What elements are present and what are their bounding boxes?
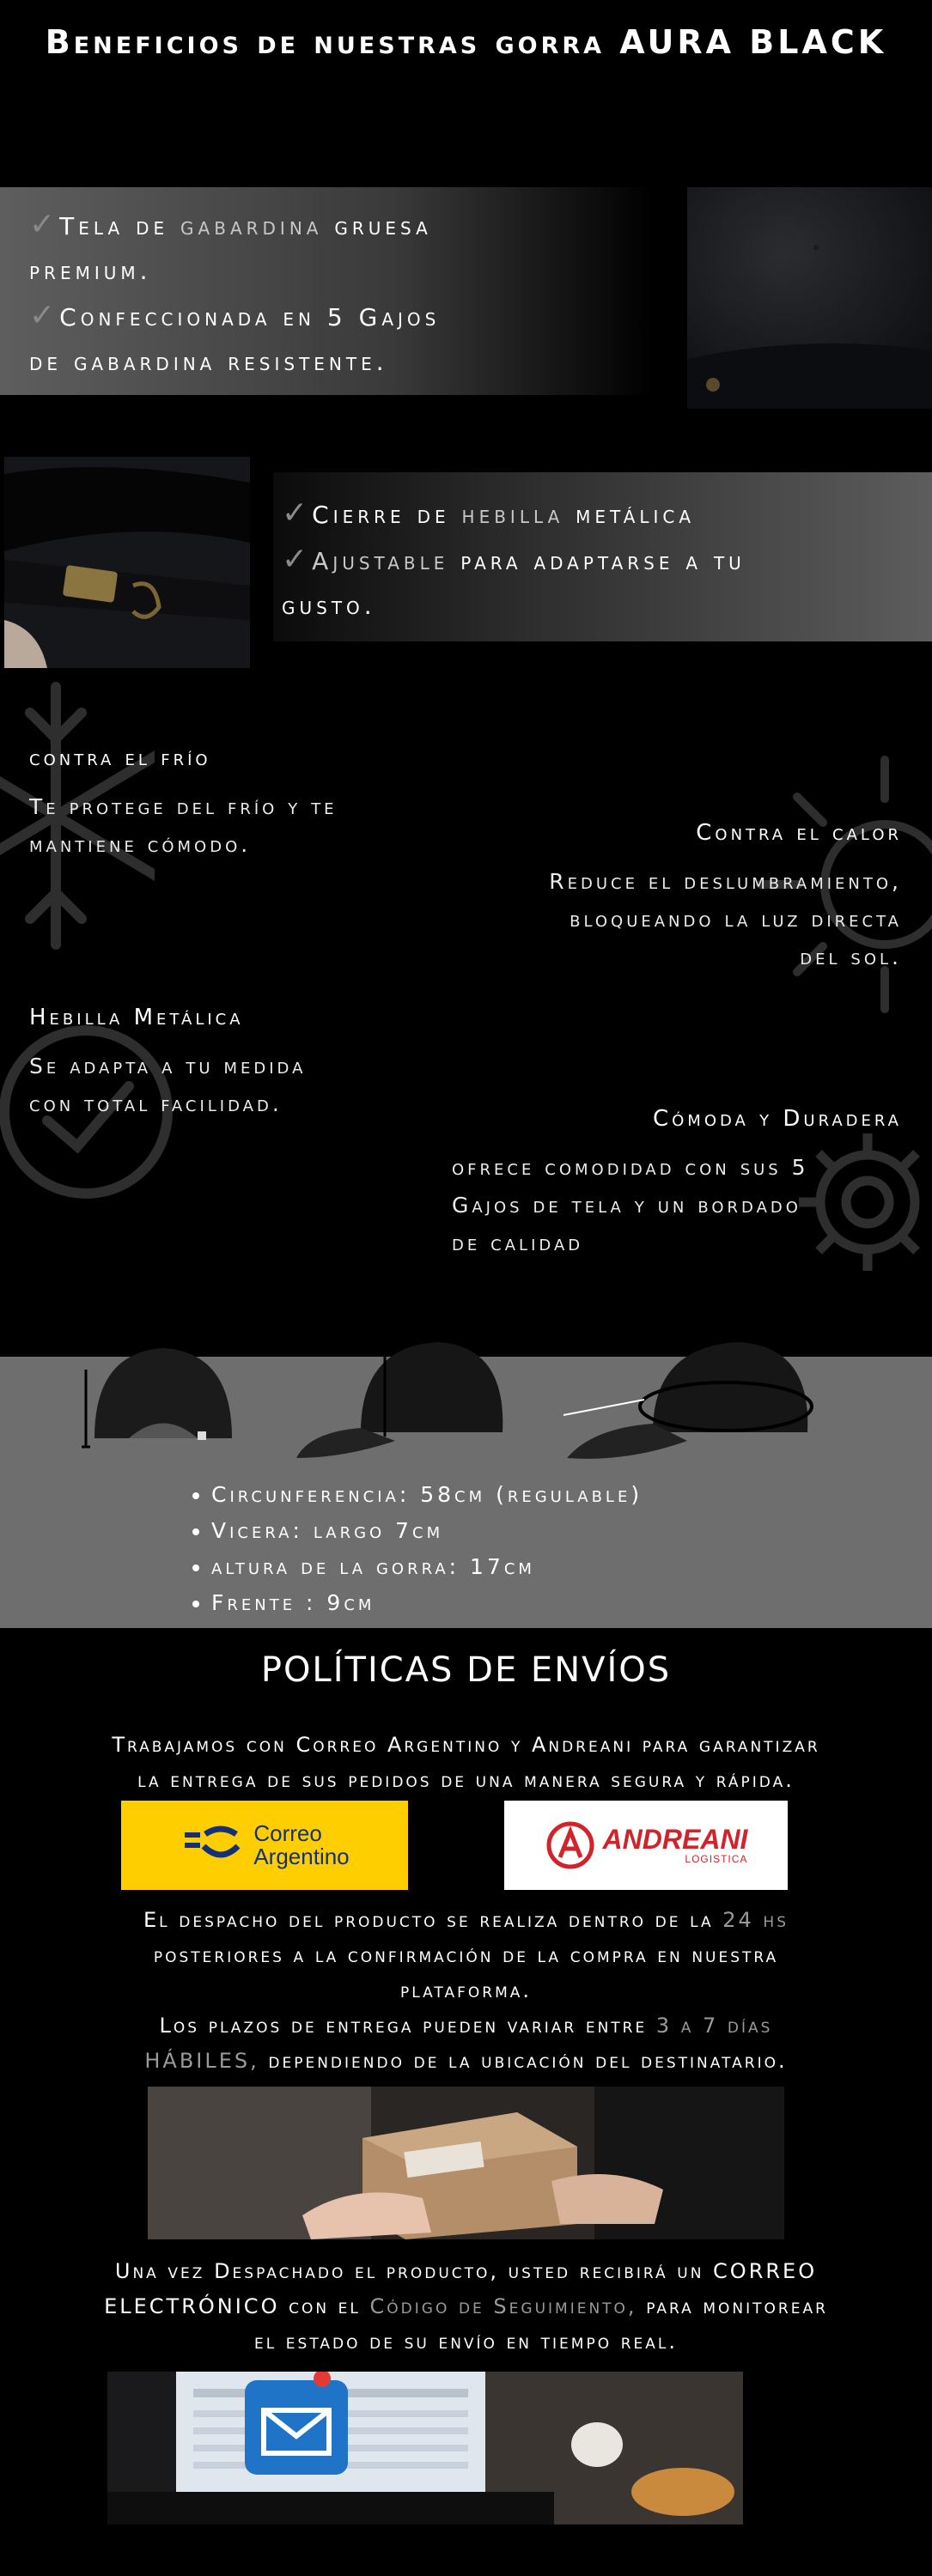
dispatch-text: posteriores a la confirmación de la compra en nuestra bbox=[153, 1943, 779, 1967]
email-info-text: Una vez Despachado el producto, usted recibirá un CORREO bbox=[114, 2259, 818, 2283]
benefit-cold bbox=[29, 745, 442, 864]
benefit-text: con total facilidad. bbox=[29, 1091, 283, 1116]
shipping-intro: Trabajamos con Correo Argentino y Andreani para garantizar bbox=[112, 1733, 820, 1757]
benefit-text: bloqueando la luz directa bbox=[570, 907, 902, 932]
correo-argentino-logo bbox=[121, 1801, 408, 1890]
benefit-text: ofrece comodidad con sus 5 bbox=[452, 1155, 809, 1180]
andreani-logo-subtext: LOGISTICA bbox=[685, 1853, 748, 1865]
andreani-logo-text: ANDREANI bbox=[602, 1824, 748, 1855]
dispatch-text: El despacho del producto se realiza dentro de la 24 hs bbox=[143, 1908, 789, 1932]
spec-item: • Vicera: largo 7cm bbox=[211, 1513, 643, 1549]
feature-text: hebilla bbox=[449, 501, 576, 529]
features-mid-text bbox=[282, 491, 926, 629]
feature-text: de gabardina resistente. bbox=[29, 348, 388, 376]
spec-list bbox=[187, 1477, 643, 1621]
buckle-photo bbox=[4, 457, 250, 668]
feature-text: Confeccionada en 5 Gajos bbox=[59, 303, 441, 331]
benefit-heat bbox=[447, 820, 902, 976]
delivery-time-text: HÁBILES, dependiendo de la ubicación del destinatario. bbox=[144, 2049, 788, 2073]
cap-side-image bbox=[292, 1329, 515, 1467]
benefit-text: Gajos de tela y un bordado bbox=[452, 1193, 801, 1218]
benefit-text: Se adapta a tu medida bbox=[29, 1054, 307, 1078]
check-icon: ✓ bbox=[29, 298, 60, 333]
feature-text: gabardina bbox=[168, 212, 335, 240]
benefit-text: de calidad bbox=[452, 1230, 584, 1255]
email-info-text: ELECTRÓNICO con el Código de Seguimiento, para monitorear bbox=[104, 2294, 828, 2318]
check-icon: ✓ bbox=[282, 542, 313, 577]
benefit-title: Hebilla Metálica bbox=[29, 1005, 244, 1030]
spec-item: • Frente : 9cm bbox=[211, 1585, 643, 1621]
feature-text: para adaptarse a tu bbox=[448, 547, 746, 575]
spec-item: • Circunferencia: 58cm (regulable) bbox=[211, 1477, 643, 1513]
cap-back-image bbox=[77, 1335, 249, 1464]
delivery-time-text: Los plazos de entrega pueden variar entre 3 a 7 días bbox=[159, 2014, 773, 2038]
benefit-text: Te protege del frío y te bbox=[29, 794, 338, 819]
correo-argentino-emblem bbox=[180, 1824, 248, 1867]
benefit-text: del sol. bbox=[800, 945, 902, 969]
feature-text: gruesa bbox=[334, 212, 432, 240]
features-top-text bbox=[29, 203, 630, 385]
correo-logo-text: Correo bbox=[253, 1820, 322, 1846]
cap-brim-image bbox=[558, 1329, 816, 1467]
feature-text: Cierre de bbox=[312, 501, 450, 529]
check-icon: ✓ bbox=[29, 207, 60, 242]
check-icon: ✓ bbox=[282, 495, 313, 531]
benefit-title: Contra el calor bbox=[696, 820, 902, 846]
dispatch-text: plataforma. bbox=[399, 1978, 532, 2002]
page-title: Beneficios de nuestras gorra AURA BLACK bbox=[45, 23, 887, 61]
feature-text: premium. bbox=[29, 257, 152, 285]
email-laptop-photo bbox=[107, 2372, 743, 2524]
benefit-text: mantiene cómodo. bbox=[29, 832, 252, 857]
benefit-comfort bbox=[429, 1106, 902, 1262]
cap-fabric-photo bbox=[687, 187, 932, 409]
benefit-text: Reduce el deslumbramiento, bbox=[549, 869, 902, 894]
shipping-intro: la entrega de sus pedidos de una manera segura y rápida. bbox=[137, 1768, 795, 1792]
feature-text: Tela de bbox=[59, 212, 169, 240]
shipping-title: POLÍTICAS DE ENVÍOS bbox=[260, 1650, 672, 1690]
benefit-title: contra el frío bbox=[29, 745, 211, 771]
benefit-buckle bbox=[29, 1005, 442, 1123]
feature-text: Ajustable bbox=[312, 547, 449, 575]
feature-text: gusto. bbox=[282, 592, 376, 620]
feature-text: metálica bbox=[576, 501, 696, 529]
andreani-logo bbox=[504, 1801, 788, 1890]
andreani-emblem bbox=[545, 1820, 596, 1871]
email-info-text: el estado de su envío en tiempo real. bbox=[253, 2330, 679, 2354]
package-delivery-photo bbox=[148, 2087, 784, 2239]
benefit-title: Cómoda y Duradera bbox=[652, 1106, 902, 1132]
spec-item: • altura de la gorra: 17cm bbox=[211, 1549, 643, 1585]
correo-logo-text: Argentino bbox=[253, 1844, 350, 1869]
